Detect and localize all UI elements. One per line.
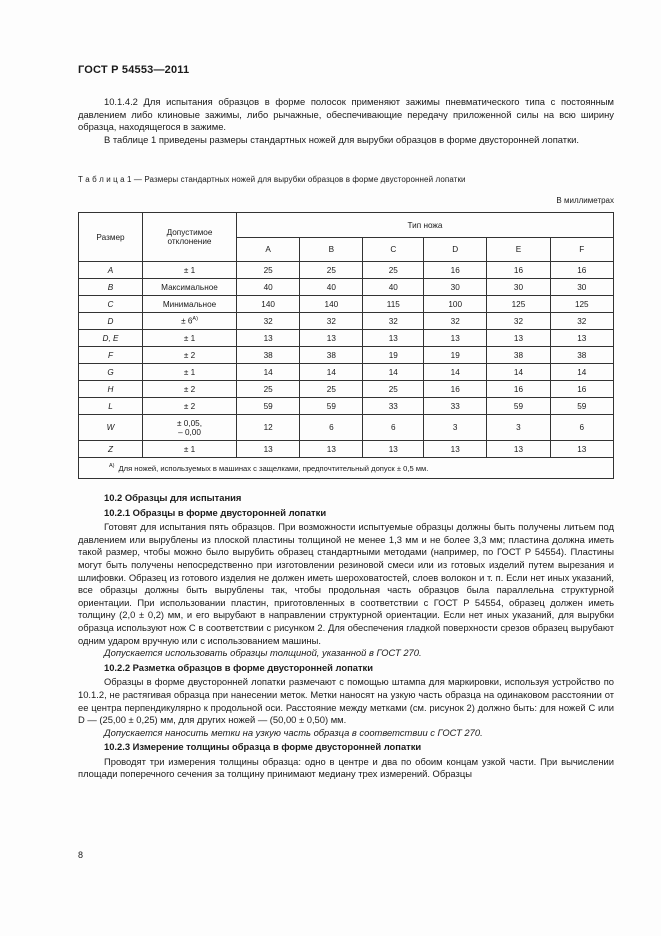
cell-tolerance	[143, 415, 237, 441]
cell-tolerance	[143, 364, 237, 381]
header-type-e: E	[487, 238, 550, 262]
cell-value: 59	[237, 398, 300, 415]
cell-value: 6	[300, 415, 363, 441]
cell-value: 100	[424, 296, 487, 313]
tolerance-value-lower: – 0,00	[178, 427, 201, 437]
cell-tolerance	[143, 381, 237, 398]
cell-value: 25	[237, 262, 300, 279]
tolerance-value: Максимальное	[161, 282, 218, 292]
tolerance-value: ± 1	[183, 444, 196, 454]
tolerance-value: ± 0,05,	[177, 418, 202, 428]
cell-value: 32	[487, 313, 550, 330]
cell-value: 13	[237, 330, 300, 347]
cell-value: 14	[237, 364, 300, 381]
section-title-10-2: 10.2 Образцы для испытания	[104, 492, 242, 503]
table-row	[79, 398, 614, 415]
cell-value: 13	[550, 330, 613, 347]
cell-tolerance	[143, 441, 237, 458]
cell-value: 14	[300, 364, 363, 381]
paragraph-10-2-1-note: Допускается использовать образцы толщиной, указанной в ГОСТ 270.	[104, 647, 422, 659]
cell-value: 19	[363, 347, 424, 364]
cell-value: 38	[300, 347, 363, 364]
cell-value: 32	[363, 313, 424, 330]
cell-size: F	[79, 347, 143, 364]
header-tolerance: Допустимое отклонение	[143, 213, 237, 262]
tolerance-value: ± 1	[183, 333, 196, 343]
cell-size: B	[79, 279, 143, 296]
cell-value: 32	[424, 313, 487, 330]
cell-value: 40	[300, 279, 363, 296]
tolerance-value: ± 1	[183, 367, 196, 377]
cell-tolerance	[143, 330, 237, 347]
tolerance-value: ± 6	[181, 316, 193, 326]
cell-value: 3	[487, 415, 550, 441]
cell-value: 16	[487, 381, 550, 398]
cell-value: 30	[424, 279, 487, 296]
cell-size: L	[79, 398, 143, 415]
cell-value: 25	[300, 262, 363, 279]
cell-value: 59	[550, 398, 613, 415]
cell-value: 6	[550, 415, 613, 441]
cell-value: 16	[424, 381, 487, 398]
cell-value: 16	[487, 262, 550, 279]
cell-value: 32	[237, 313, 300, 330]
cell-tolerance	[143, 398, 237, 415]
cell-value: 13	[300, 441, 363, 458]
cell-value: 13	[300, 330, 363, 347]
cell-value: 38	[237, 347, 300, 364]
cell-value: 140	[300, 296, 363, 313]
tolerance-value: ± 2	[183, 384, 196, 394]
document-header: ГОСТ Р 54553—2011	[78, 64, 190, 76]
table-note-text: Для ножей, используемых в машинах с защелками, предпочтительный допуск ± 0,5 мм.	[118, 463, 429, 473]
tolerance-value: ± 2	[183, 350, 196, 360]
cell-value: 6	[363, 415, 424, 441]
cell-value: 115	[363, 296, 424, 313]
cell-value: 30	[487, 279, 550, 296]
cell-value: 59	[300, 398, 363, 415]
cell-tolerance	[143, 279, 237, 296]
table-row	[79, 330, 614, 347]
table-row	[79, 262, 614, 279]
cell-value: 30	[550, 279, 613, 296]
paragraph-table-ref: В таблице 1 приведены размеры стандартных ножей для вырубки образцов в форме двусторонней лопатки.	[104, 133, 580, 145]
cell-value: 40	[363, 279, 424, 296]
table-note-mark: A)	[109, 463, 115, 470]
paragraph-10-1-4-2: 10.1.4.2 Для испытания образцов в форме полосок применяют зажимы пневматического типа с постоянным давлением либо клиновые зажимы, либо рычажные, обеспечивающие передачу приложенной силы на всю ширину образца, находящегося в зажиме.	[78, 96, 614, 133]
cell-value: 33	[363, 398, 424, 415]
section-10-2	[78, 492, 614, 781]
table-row	[79, 347, 614, 364]
header-type-c: C	[363, 238, 424, 262]
header-type-b: B	[300, 238, 363, 262]
section-title-10-2-3: 10.2.3 Измерение толщины образца в форме двусторонней лопатки	[104, 741, 422, 753]
cell-value: 25	[363, 381, 424, 398]
cell-value: 14	[363, 364, 424, 381]
header-type-a: A	[237, 238, 300, 262]
header-size: Размер	[79, 213, 143, 262]
cell-value: 16	[424, 262, 487, 279]
cell-tolerance	[143, 296, 237, 313]
cell-value: 13	[550, 441, 613, 458]
cell-value: 13	[487, 330, 550, 347]
cell-value: 14	[424, 364, 487, 381]
cell-value: 16	[550, 381, 613, 398]
cell-value: 25	[363, 262, 424, 279]
table-note	[79, 458, 614, 479]
paragraph-10-2-2-note: Допускается наносить метки на узкую часть образца в соответствии с ГОСТ 270.	[104, 726, 483, 738]
cell-value: 33	[424, 398, 487, 415]
intro-section	[78, 96, 614, 146]
section-title-10-2-1: 10.2.1 Образцы в форме двусторонней лопатки	[104, 506, 327, 518]
cell-tolerance	[143, 313, 237, 330]
cell-size: D	[79, 313, 143, 330]
cell-size: A	[79, 262, 143, 279]
table-row	[79, 381, 614, 398]
cell-value: 14	[550, 364, 613, 381]
cell-value: 125	[550, 296, 613, 313]
cell-value: 12	[237, 415, 300, 441]
paragraph-10-2-3: Проводят три измерения толщины образца: одно в центре и два по обоим концам узкой части. При вычислении площади поперечного сечения за толщину принимают медиану трех измерений. Образцы	[78, 755, 614, 780]
cell-value: 3	[424, 415, 487, 441]
cell-value: 19	[424, 347, 487, 364]
table-note-row	[79, 458, 614, 479]
cell-size: Z	[79, 441, 143, 458]
tolerance-footnote-mark: A)	[192, 316, 198, 323]
cell-value: 13	[363, 330, 424, 347]
cell-value: 59	[487, 398, 550, 415]
cell-value: 125	[487, 296, 550, 313]
tolerance-value: Минимальное	[162, 299, 217, 309]
tolerance-value: ± 2	[183, 401, 196, 411]
table-row	[79, 279, 614, 296]
table-row	[79, 415, 614, 441]
cell-size: W	[79, 415, 143, 441]
cell-value: 13	[363, 441, 424, 458]
section-title-10-2-2: 10.2.2 Разметка образцов в форме двусторонней лопатки	[104, 661, 374, 673]
cell-value: 32	[550, 313, 613, 330]
table-row	[79, 313, 614, 330]
cell-tolerance	[143, 262, 237, 279]
cell-value: 38	[550, 347, 613, 364]
cell-size: G	[79, 364, 143, 381]
cell-value: 13	[237, 441, 300, 458]
knife-sizes-table	[78, 212, 614, 479]
cell-value: 13	[487, 441, 550, 458]
cell-value: 13	[424, 330, 487, 347]
table-row	[79, 296, 614, 313]
header-type-f: F	[550, 238, 613, 262]
table-row	[79, 441, 614, 458]
cell-tolerance	[143, 347, 237, 364]
table-caption: Т а б л и ц а 1 — Размеры стандартных ножей для вырубки образцов в форме двусторонней лопатки	[78, 175, 466, 184]
cell-value: 14	[487, 364, 550, 381]
header-knife-type: Тип ножа	[237, 213, 614, 238]
header-type-d: D	[424, 238, 487, 262]
table-unit: В миллиметрах	[556, 196, 614, 205]
cell-size: H	[79, 381, 143, 398]
cell-size: D, E	[79, 330, 143, 347]
cell-size: C	[79, 296, 143, 313]
cell-value: 13	[424, 441, 487, 458]
cell-value: 16	[550, 262, 613, 279]
paragraph-10-2-2: Образцы в форме двусторонней лопатки размечают с помощью штампа для маркировки, используя устройство по 10.1.2, не растягивая образца при нанесении меток. Метки наносят на узкую часть образца на одинаковом расстоянии от ее центра перпендикулярно к продольной оси. Расстояние между метками (см. рисунок 2) должно быть: для ножей С или D — (25,00 ± 0,25) мм, для других ножей — (50,00 ± 0,50) мм.	[78, 676, 614, 726]
cell-value: 25	[300, 381, 363, 398]
cell-value: 25	[237, 381, 300, 398]
cell-value: 38	[487, 347, 550, 364]
cell-value: 140	[237, 296, 300, 313]
page-number: 8	[78, 850, 84, 860]
paragraph-10-2-1: Готовят для испытания пять образцов. При возможности испытуемые образцы должны быть получены литьем под давлением или вырублены из плоской пластины толщиной не менее 1,3 мм и не более 3,3 мм; пластина должна иметь такой размер, чтобы можно было вырубить образец стандартными методами (например, по ГОСТ Р 54554). Пластины могут быть получены непосредственно при изготовлении резиновой смеси или из готовых изделий путем вырезания и шлифовки. Образец из готового изделия не должен иметь шероховатостей, слоев волокон и т. п. Если нет иных указаний, все образцы должны быть вырублены так, чтобы продольная часть образцов была параллельна структурной ориентации. При использовании пластин, приготовленных в соответствии с ГОСТ Р 54554, образец должен иметь толщину (2,0 ± 0,2) мм, и его вырубают в направлении структурной ориентации. Если нет иных указаний, для вырубки образца используют нож С в соответствии с рисунком 2. Для обеспечения гладкой поверхности срезов образец вырубают одним ударом вручную или с использованием машины.	[78, 521, 614, 646]
cell-value: 40	[237, 279, 300, 296]
table-row	[79, 364, 614, 381]
tolerance-value: ± 1	[183, 265, 196, 275]
cell-value: 32	[300, 313, 363, 330]
